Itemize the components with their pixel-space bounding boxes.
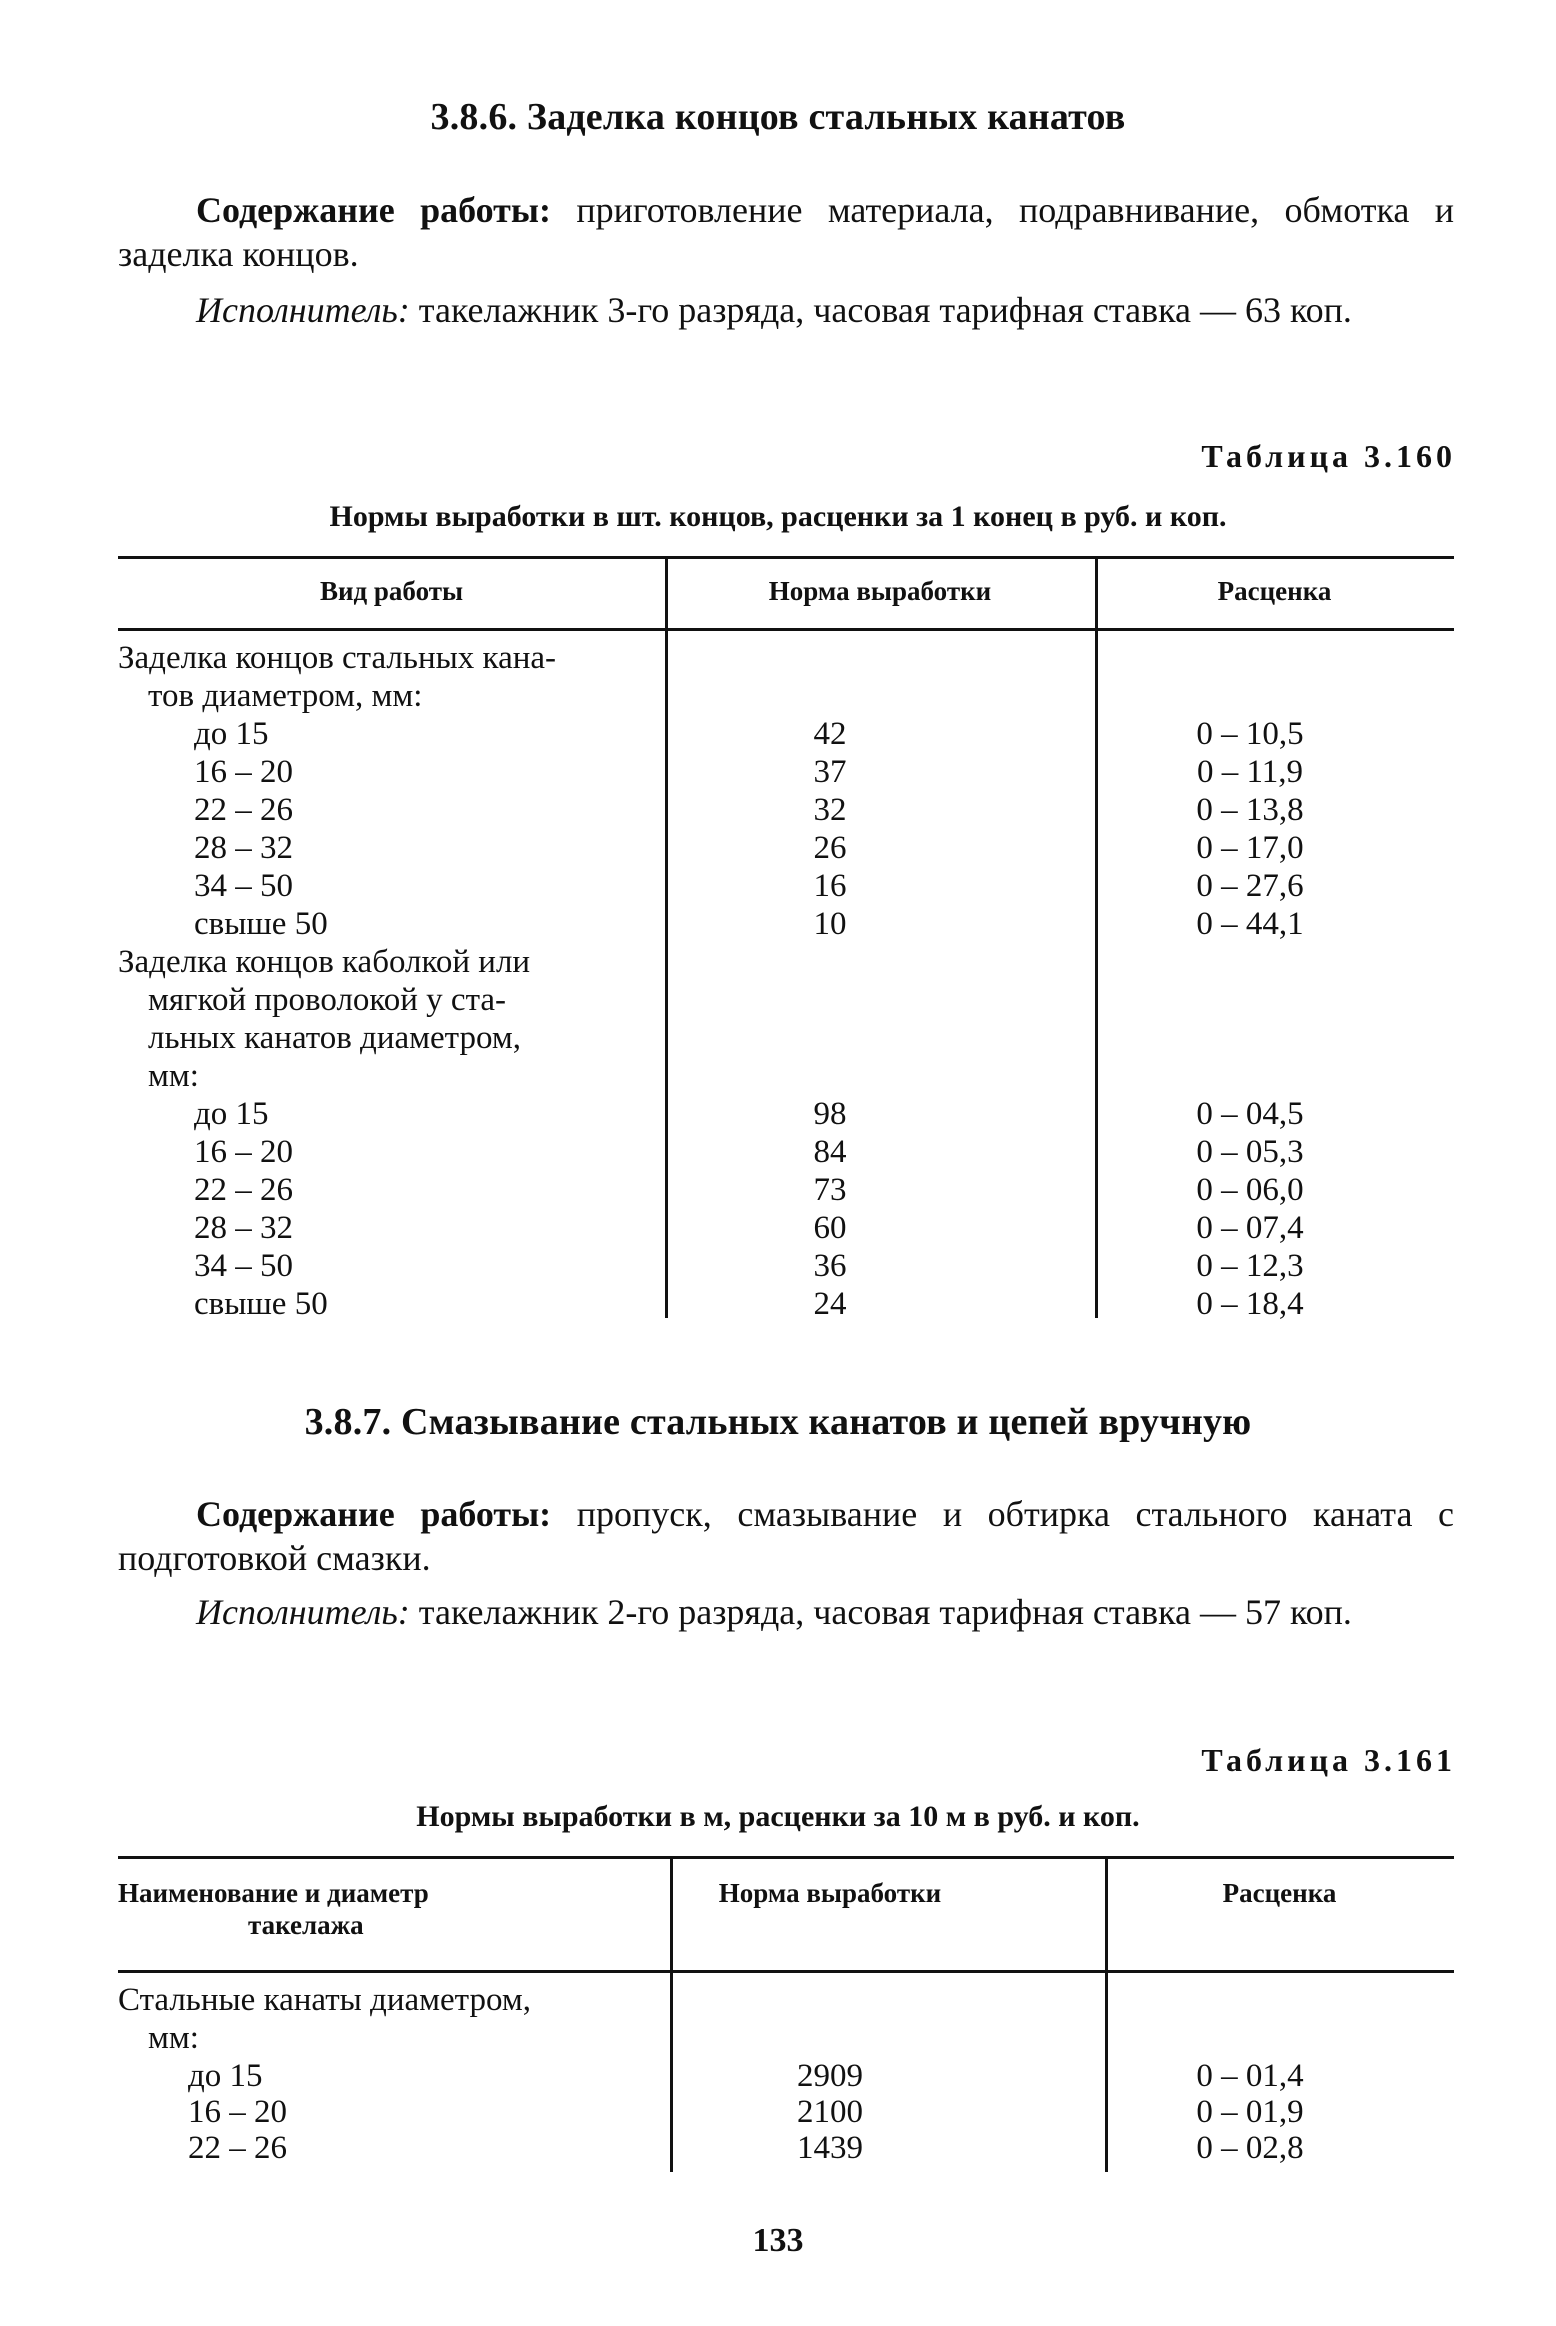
table-row: 34 – 50 16 0 – 27,6 — [194, 868, 1304, 904]
executor-label: Исполнитель: — [196, 1592, 410, 1632]
table-row: 22 – 26 32 0 – 13,8 — [194, 792, 1304, 828]
executor-text: такелажник 2-го разряда, часовая тарифная ставка — 57 коп. — [409, 1592, 1352, 1632]
group-title: льных канатов диаметром, — [148, 1020, 522, 1056]
group-title: Заделка концов стальных кана- — [118, 640, 557, 676]
table-caption: Нормы выработки в шт. концов, расценки за 1 конец в руб. и коп. — [329, 500, 1227, 533]
group-title: мм: — [148, 2020, 199, 2056]
group-title: мм: — [148, 1058, 199, 1094]
column-header: Норма выработки — [718, 1878, 942, 1908]
table-row: 16 – 20 37 0 – 11,9 — [194, 754, 1304, 790]
table-row: до 15 2909 0 – 01,4 — [188, 2058, 1304, 2094]
section-heading: 3.8.6. Заделка концов стальных канатов — [430, 96, 1126, 138]
executor-paragraph — [118, 1590, 1454, 1634]
column-header: Расценка — [1222, 1878, 1337, 1908]
column-header: Расценка — [1217, 576, 1332, 606]
group-title: мягкой проволокой у ста- — [148, 982, 507, 1018]
content-label: Содержание работы: — [196, 190, 551, 230]
table-row: 28 – 32 26 0 – 17,0 — [194, 830, 1304, 866]
group-title: Стальные канаты диаметром, — [118, 1982, 532, 2018]
group-title: тов диаметром, мм: — [148, 678, 423, 714]
executor-paragraph — [118, 288, 1454, 332]
table-row: 22 – 26 1439 0 – 02,8 — [188, 2130, 1304, 2166]
table-row: свыше 50 10 0 – 44,1 — [194, 906, 1304, 942]
content-text: пропуск, смазывание и обтирка стального каната с подготовкой смазки. — [118, 1494, 1454, 1578]
group-title: Заделка концов каболкой или — [118, 944, 531, 980]
table-row: до 15 42 0 – 10,5 — [194, 716, 1304, 752]
column-header: Вид работы — [319, 576, 464, 606]
table-row: свыше 50 24 0 – 18,4 — [194, 1286, 1304, 1322]
table-row: до 15 98 0 – 04,5 — [194, 1096, 1304, 1132]
table-caption: Нормы выработки в м, расценки за 10 м в руб. и коп. — [416, 1800, 1140, 1833]
table-row: 22 – 26 73 0 – 06,0 — [194, 1172, 1304, 1208]
table-row: 16 – 20 84 0 – 05,3 — [194, 1134, 1304, 1170]
column-header: Норма выработки — [768, 576, 992, 606]
page-number: 133 — [752, 2222, 804, 2259]
work-content-paragraph — [118, 1492, 1454, 1580]
executor-text: такелажник 3-го разряда, часовая тарифная ставка — 63 коп. — [409, 290, 1352, 330]
table-number: Таблица 3.160 — [1201, 438, 1456, 474]
table-row: 28 – 32 60 0 – 07,4 — [194, 1210, 1304, 1246]
table-row: 34 – 50 36 0 – 12,3 — [194, 1248, 1304, 1284]
column-header: такелажа — [248, 1910, 364, 1940]
work-content-paragraph — [118, 188, 1454, 276]
executor-label: Исполнитель: — [196, 290, 410, 330]
content-text: приготовление материала, подравнивание, обмотка и заделка концов. — [118, 190, 1455, 274]
column-header: Наименование и диаметр — [118, 1878, 429, 1908]
section-heading: 3.8.7. Смазывание стальных канатов и цепей вручную — [304, 1401, 1252, 1443]
table-number: Таблица 3.161 — [1201, 1742, 1456, 1778]
table-row: 16 – 20 2100 0 – 01,9 — [188, 2094, 1304, 2130]
content-label: Содержание работы: — [196, 1494, 552, 1534]
